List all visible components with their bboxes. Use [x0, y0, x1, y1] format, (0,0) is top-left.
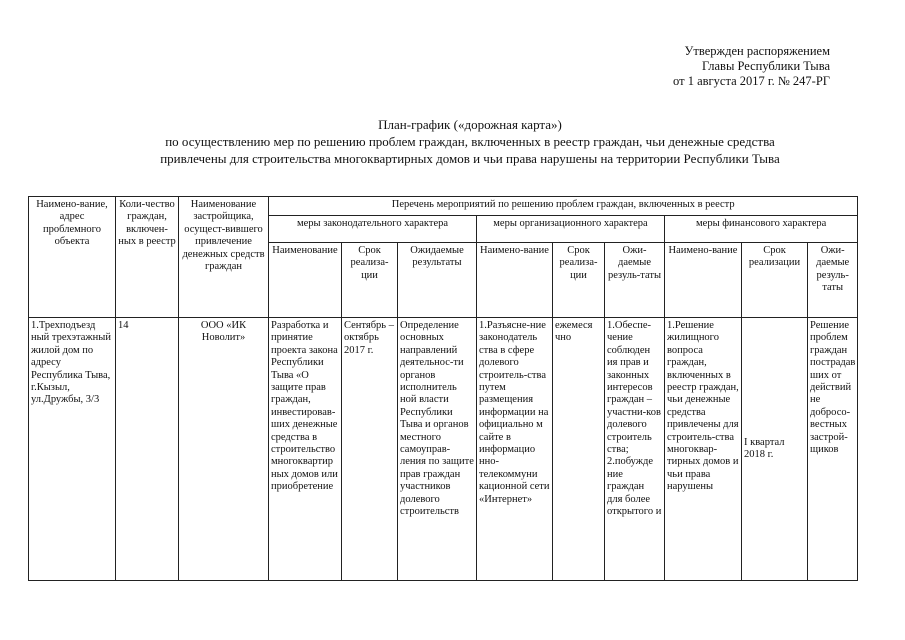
approval-stamp [673, 44, 830, 89]
document-title [40, 116, 900, 167]
header-object: Наимено-вание, адрес проблемного объекта [29, 197, 116, 318]
header-row-1 [29, 197, 858, 216]
header-leg-name: Наименование [269, 243, 342, 318]
cell-object: 1.Трехподъезд ный трехэтажный жилой дом по адресу Республика Тыва, г.Кызыл, ул.Дружбы, 3/3 [29, 318, 116, 581]
cell-fin-name: 1.Решение жилищного вопроса граждан, включенных в реестр граждан, чьи денежные средства привлечены для строитель-ства многоквар-тирных домов и чьи права нарушены [665, 318, 742, 581]
cell-developer: ООО «ИК Новолит» [179, 318, 269, 581]
header-org-term: Срок реализа-ции [553, 243, 605, 318]
header-count: Коли-чество граждан, включен-ных в реестр [116, 197, 179, 318]
roadmap-table [28, 196, 858, 581]
cell-leg-name: Разработка и принятие проекта закона Республики Тыва «О защите прав граждан, инвестировав-ших денежные средства в строительство многоквартир ных домов или приобретение [269, 318, 342, 581]
header-leg-term: Срок реализа-ции [342, 243, 398, 318]
title-line-2: по осуществлению мер по решению проблем граждан, включенных в реестр граждан, чьи денежные средства [165, 134, 775, 149]
header-leg-result: Ожидаемые результаты [398, 243, 477, 318]
header-org-name: Наимено-вание [477, 243, 553, 318]
approval-line-1: Утвержден распоряжением [684, 44, 830, 58]
cell-org-name: 1.Разъясне-ние законодатель ства в сфере долевого строитель-ства путем размещения информации на официально м сайте в информацио нно-телекоммуни кационной сети «Интернет» [477, 318, 553, 581]
header-org-result: Ожи-даемые резуль-таты [605, 243, 665, 318]
header-developer: Наименование застройщика, осущест-вившего привлечение денежных средств граждан [179, 197, 269, 318]
cell-fin-term: I квартал 2018 г. [742, 318, 808, 581]
table-row [29, 318, 858, 581]
header-financial: меры финансового характера [665, 216, 858, 243]
approval-line-3: от 1 августа 2017 г. № 247-РГ [673, 74, 830, 88]
header-fin-term: Срок реализации [742, 243, 808, 318]
header-legislative: меры законодательного характера [269, 216, 477, 243]
cell-org-term: ежемеся чно [553, 318, 605, 581]
cell-fin-result: Решение проблем граждан пострадав ших от действий не добросо-вестных застрой-щиков [808, 318, 858, 581]
header-fin-result: Ожи-даемые резуль-таты [808, 243, 858, 318]
cell-leg-term: Сентябрь – октябрь 2017 г. [342, 318, 398, 581]
cell-count: 14 [116, 318, 179, 581]
cell-org-result: 1.Обеспе-чение соблюден ия прав и законных интересов граждан – участни-ков долевого строитель ства; 2.побужде ние граждан для более открытого и [605, 318, 665, 581]
title-line-3: привлечены для строительства многоквартирных домов и чьи права нарушены на территории Республики Тыва [160, 151, 780, 166]
approval-line-2: Главы Республики Тыва [701, 59, 830, 73]
header-organizational: меры организационного характера [477, 216, 665, 243]
title-line-1: План-график («дорожная карта») [378, 117, 562, 132]
header-fin-name: Наимено-вание [665, 243, 742, 318]
cell-leg-result: Определение основных направлений деятельнос-ти органов исполнитель ной власти Республики Тыва и органов местного самоуправ-ления по защите прав граждан участников долевого строительств [398, 318, 477, 581]
header-measures: Перечень мероприятий по решению проблем граждан, включенных в реестр [269, 197, 858, 216]
